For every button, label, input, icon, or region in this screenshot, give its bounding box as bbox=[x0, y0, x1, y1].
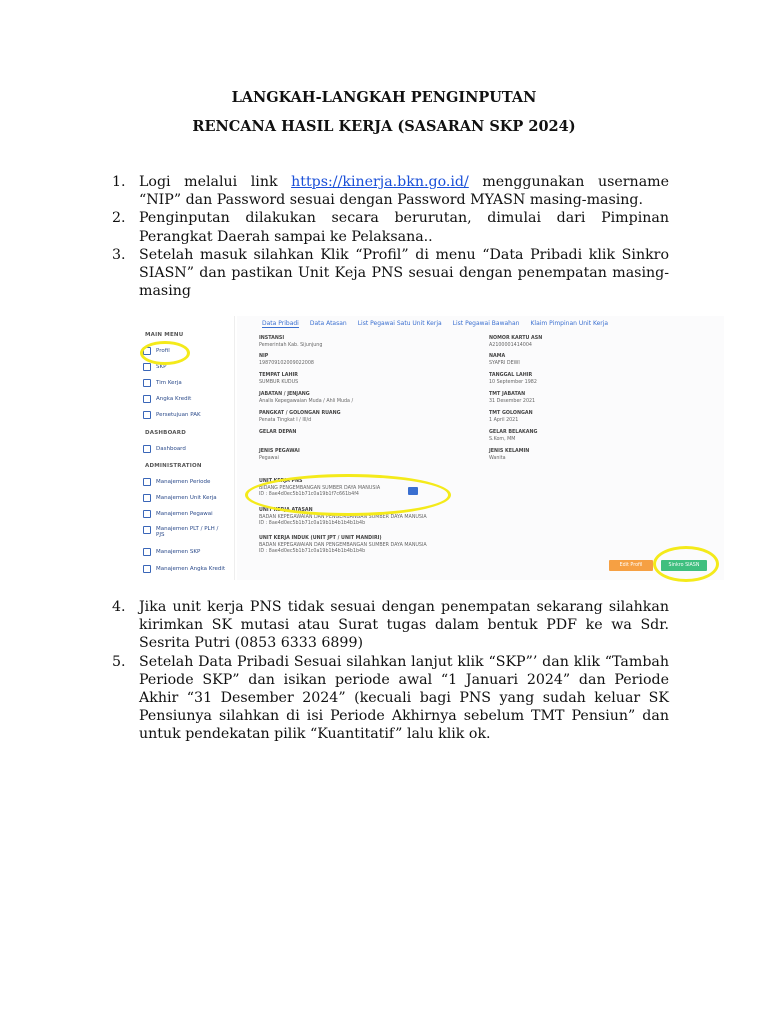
swap-icon bbox=[143, 526, 151, 534]
document-icon bbox=[143, 565, 151, 573]
document-icon bbox=[143, 548, 151, 556]
field-gelar-belakang: GELAR BELAKANG S.Kom, MM bbox=[489, 430, 538, 442]
users-icon bbox=[143, 510, 151, 518]
sidebar-item-man-plt[interactable]: Manajemen PLT / PLH / PJS bbox=[143, 526, 218, 538]
document-icon bbox=[143, 395, 151, 403]
step-number: 5. bbox=[112, 653, 126, 670]
step-2 bbox=[112, 209, 669, 245]
field-pangkat: PANGKAT / GOLONGAN RUANG Penata Tingkat I / III/d bbox=[259, 411, 341, 423]
sidebar-item-man-unit[interactable]: Manajemen Unit Kerja bbox=[143, 494, 217, 502]
step-3 bbox=[112, 246, 669, 301]
field-gelar-depan: GELAR DEPAN bbox=[259, 430, 297, 435]
dashboard-heading: DASHBOARD bbox=[145, 430, 186, 436]
sidebar-item-angka-kredit[interactable]: Angka Kredit bbox=[143, 395, 191, 403]
profile-panel bbox=[237, 316, 724, 580]
profile-screenshot bbox=[137, 316, 724, 580]
sinkro-siasn-button[interactable]: Sinkro SIASN bbox=[661, 560, 707, 571]
field-unit-induk: UNIT KERJA INDUK (UNIT JPT / UNIT MANDIRI) BADAN KEPEGAWAIAN DAN PENGEMBANGAN SUMBER DAYA MANUSIA ID : 8ae4d0ec5b1b71c0a19b1b4b1b4b1b4b bbox=[259, 536, 427, 554]
highlight-profil bbox=[140, 341, 190, 365]
building-icon bbox=[143, 494, 151, 502]
tab-list-satu-unit[interactable]: List Pegawai Satu Unit Kerja bbox=[357, 320, 442, 327]
step-text: Setelah masuk silahkan Klik “Profil” di menu “Data Pribadi klik Sinkro SIASN” dan pastikan Unit Keja PNS sesuai dengan penempatan masing-masing bbox=[139, 246, 669, 300]
step-4 bbox=[112, 598, 669, 653]
title-line-2: RENCANA HASIL KERJA (SASARAN SKP 2024) bbox=[192, 118, 576, 135]
tab-data-atasan[interactable]: Data Atasan bbox=[309, 320, 347, 327]
step-text: Penginputan dilakukan secara berurutan, dimulai dari Pimpinan Perangkat Daerah sampai ke Pelaksana.. bbox=[139, 210, 669, 245]
calendar-icon bbox=[143, 478, 151, 486]
field-jabatan: JABATAN / JENJANG Analis Kepegawaian Muda / Ahli Muda / bbox=[259, 392, 354, 404]
team-icon bbox=[143, 379, 151, 387]
field-unit-kerja: UNIT KERJA PNS BIDANG PENGEMBANGAN SUMBER DAYA MANUSIA ID : 8ae4d0ec5b1b71c0a19b1f7c661b4f4 bbox=[259, 479, 381, 497]
tab-klaim-pimpinan[interactable]: Klaim Pimpinan Unit Kerja bbox=[530, 320, 609, 327]
sidebar-item-skp[interactable]: SKP bbox=[143, 363, 166, 371]
sidebar-item-persetujuan-pak[interactable]: Persetujuan PAK bbox=[143, 411, 201, 419]
field-jenis-kelamin: JENIS KELAMIN Wanita bbox=[489, 449, 530, 461]
step-number: 3. bbox=[112, 246, 126, 263]
sidebar-item-profil[interactable]: Profil bbox=[143, 347, 170, 355]
sidebar-item-man-ak[interactable]: Manajemen Angka Kredit bbox=[143, 565, 225, 573]
step-number: 4. bbox=[112, 599, 126, 615]
sidebar-item-man-skp[interactable]: Manajemen SKP bbox=[143, 548, 200, 556]
field-tempat-lahir: TEMPAT LAHIR SUMBUR KUDUS bbox=[259, 373, 299, 385]
tab-bar bbox=[262, 320, 608, 328]
title-line-1: LANGKAH-LANGKAH PENGINPUTAN bbox=[231, 89, 537, 106]
main-menu-heading: MAIN MENU bbox=[145, 332, 184, 338]
step-text: Logi melalui link bbox=[139, 174, 292, 190]
administration-heading: ADMINISTRATION bbox=[145, 463, 202, 469]
tab-list-bawahan[interactable]: List Pegawai Bawahan bbox=[452, 320, 520, 327]
step-1 bbox=[112, 173, 669, 209]
field-instansi: INSTANSI Pemerintah Kab. Sijunjung bbox=[259, 336, 323, 348]
step-5 bbox=[112, 653, 669, 744]
highlight-unit-kerja bbox=[245, 474, 451, 516]
step-text: Jika unit kerja PNS tidak sesuai dengan penempatan sekarang silahkan kirimkan SK mutasi atau Surat tugas dalam bentuk PDF ke wa Sdr. Sesrita Putri (0853 6333 6899) bbox=[139, 599, 669, 652]
field-nama: NAMA SYAFRI DEWI bbox=[489, 354, 520, 366]
step-number: 2. bbox=[112, 210, 126, 227]
tab-data-pribadi[interactable]: Data Pribadi bbox=[262, 320, 299, 327]
check-icon bbox=[143, 411, 151, 419]
document-icon bbox=[143, 363, 151, 371]
sidebar-item-dashboard[interactable]: Dashboard bbox=[143, 445, 186, 453]
sidebar-item-tim-kerja[interactable]: Tim Kerja bbox=[143, 379, 182, 387]
step-number: 1. bbox=[112, 174, 126, 190]
sidebar-item-man-periode[interactable]: Manajemen Periode bbox=[143, 478, 210, 486]
field-nip: NIP 198709102009022008 bbox=[259, 354, 314, 366]
steps-list-bottom bbox=[112, 598, 669, 744]
step-text: Setelah Data Pribadi Sesuai silahkan lanjut klik “SKP”’ dan klik “Tambah Periode SKP” dan isikan periode awal “1 Januari 2024” dan Periode Akhir “31 Desember 2024” (kecuali bagi PNS yang sudah keluar SK Pensiunya silahkan di isi Periode Akhirnya sebelum TMT Pensiun” dan untuk pendekatan pilik “Kuantitatif” lalu klik ok. bbox=[139, 653, 669, 743]
highlight-sinkro bbox=[653, 546, 719, 582]
field-unit-atasan: UNIT KERJA ATASAN BADAN KEPEGAWAIAN DAN PENGEMBANGAN SUMBER DAYA MANUSIA ID : 8ae4d0ec5b1b71c0a19b1b4b1b4b1b4b bbox=[259, 508, 427, 526]
field-tmt-jabatan: TMT JABATAN 31 Desember 2021 bbox=[489, 392, 536, 404]
field-nomor-kartu: NOMOR KARTU ASN A2100001414004 bbox=[489, 336, 543, 348]
step-text: menggunakan username “NIP” dan Password sesuai dengan Password MYASN masing-masing. bbox=[139, 174, 670, 209]
field-tmt-golongan: TMT GOLONGAN 1 April 2021 bbox=[489, 411, 533, 423]
sidebar-item-man-pegawai[interactable]: Manajemen Pegawai bbox=[143, 510, 213, 518]
dashboard-icon bbox=[143, 445, 151, 453]
field-tanggal-lahir: TANGGAL LAHIR 10 September 1982 bbox=[489, 373, 537, 385]
edit-profil-button[interactable]: Edit Profil bbox=[609, 560, 653, 571]
steps-list-top bbox=[112, 173, 669, 300]
kinerja-link[interactable]: https://kinerja.bkn.go.id/ bbox=[291, 174, 469, 190]
field-jenis-pegawai: JENIS PEGAWAI Pegawai bbox=[259, 449, 300, 461]
